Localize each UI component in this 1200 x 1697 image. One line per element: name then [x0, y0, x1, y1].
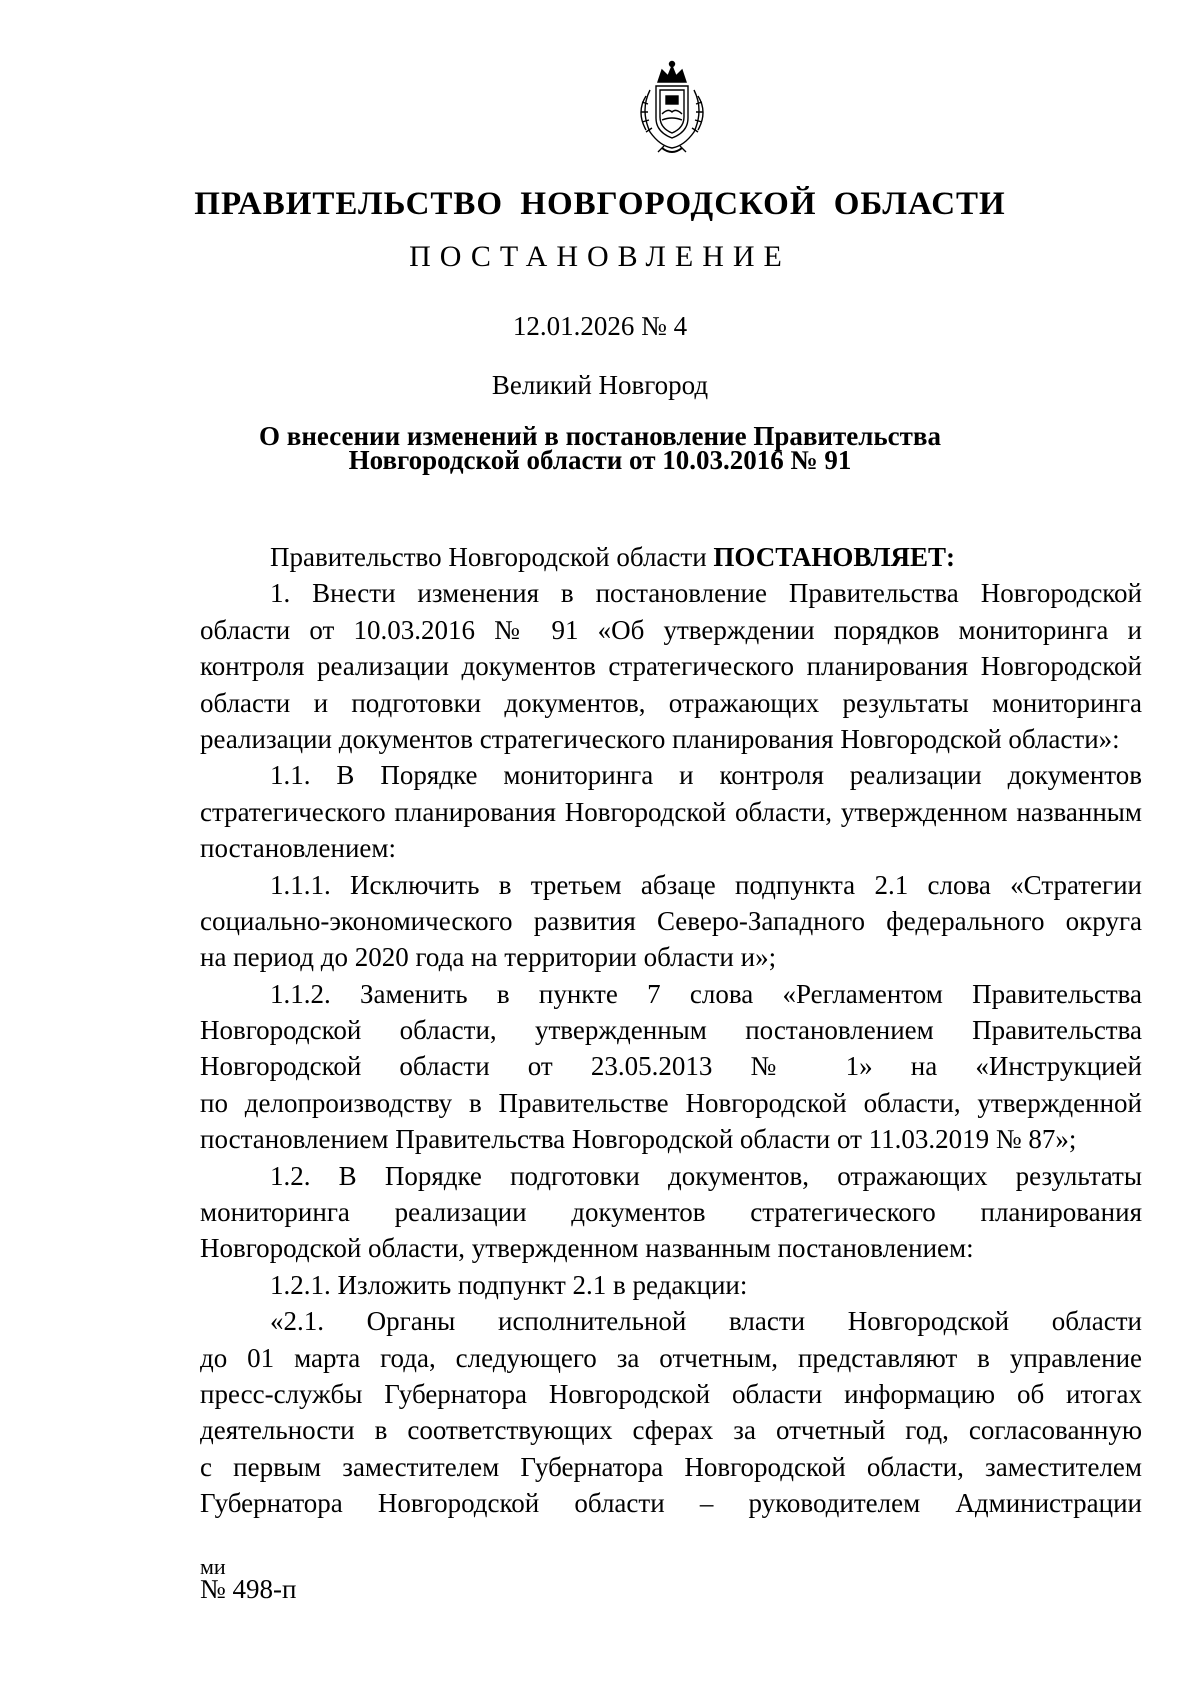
document-subject: [0, 421, 1200, 475]
body-line: 1.1. В Порядке мониторинга и контроля реализации документов: [270, 760, 1142, 791]
body-line: 1. Внести изменения в постановление Правительства Новгородской: [270, 578, 1142, 609]
body-line: пресс-службы Губернатора Новгородской области информацию об итогах: [200, 1378, 1142, 1409]
coat-of-arms-emblem: [628, 60, 716, 160]
body-line: Губернатора Новгородской области – руководителем Администрации: [200, 1488, 1142, 1519]
body-line: 1.1.2. Заменить в пункте 7 слова «Регламентом Правительства: [270, 978, 1142, 1009]
document-type-heading: ПОСТАНОВЛЕНИЕ: [409, 240, 791, 273]
document-date-number: 12.01.2026 № 4: [512, 311, 688, 341]
body-line: мониторинга реализации документов стратегического планирования: [200, 1197, 1142, 1228]
body-line: до 01 марта года, следующего за отчетным, представляют в управление: [200, 1342, 1142, 1373]
novgorod-coat-of-arms-icon: [628, 60, 716, 160]
body-line: постановлением Правительства Новгородской области от 11.03.2019 № 87»;: [200, 1124, 1077, 1155]
body-line: контроля реализации документов стратегического планирования Новгородской: [200, 651, 1142, 682]
body-line: на период до 2020 года на территории области и»;: [200, 942, 777, 973]
document-city: Великий Новгород: [491, 370, 709, 400]
body-line: постановлением:: [200, 833, 396, 864]
body-line: Новгородской области, утвержденном названным постановлением:: [200, 1233, 974, 1264]
body-line: стратегического планирования Новгородской области, утвержденном названным: [200, 796, 1142, 827]
body-line: социально-экономического развития Северо-Западного федерального округа: [200, 905, 1142, 936]
body-line: Новгородской области, утвержденным постановлением Правительства: [200, 1015, 1142, 1046]
body-line: 1.2.1. Изложить подпункт 2.1 в редакции:: [270, 1269, 748, 1300]
body-line: реализации документов стратегического планирования Новгородской области»:: [200, 723, 1120, 754]
document-reference-number: № 498-п: [200, 1574, 297, 1604]
subject-line: О внесении изменений в постановление Правительства: [259, 421, 941, 451]
author-initials: ми: [200, 1554, 226, 1579]
intro-bold-verb: ПОСТАНОВЛЯЕТ:: [713, 542, 955, 572]
intro-text: Правительство Новгородской области: [270, 542, 714, 572]
resolution-intro: [200, 539, 1142, 575]
body-line: «2.1. Органы исполнительной власти Новгородской области: [270, 1306, 1142, 1337]
body-line: области от 10.03.2016 № 91 «Об утверждении порядков мониторинга и: [200, 614, 1142, 645]
body-line: Новгородской области от 23.05.2013 № 1» на «Инструкцией: [200, 1051, 1142, 1082]
body-line: с первым заместителем Губернатора Новгородской области, заместителем: [200, 1451, 1142, 1482]
subject-line: Новгородской области от 10.03.2016 № 91: [348, 445, 852, 475]
government-name-heading: ПРАВИТЕЛЬСТВО НОВГОРОДСКОЙ ОБЛАСТИ: [194, 186, 1006, 222]
body-line: деятельности в соответствующих сферах за отчетный год, согласованную: [200, 1415, 1142, 1446]
body-line: по делопроизводству в Правительстве Новгородской области, утвержденной: [200, 1087, 1142, 1118]
body-line: области и подготовки документов, отражающих результаты мониторинга: [200, 687, 1142, 718]
document-footer: [200, 1554, 297, 1604]
body-line: 1.2. В Порядке подготовки документов, отражающих результаты: [270, 1160, 1142, 1191]
body-line: 1.1.1. Исключить в третьем абзаце подпункта 2.1 слова «Стратегии: [270, 869, 1142, 900]
document-body: [200, 539, 1142, 1522]
